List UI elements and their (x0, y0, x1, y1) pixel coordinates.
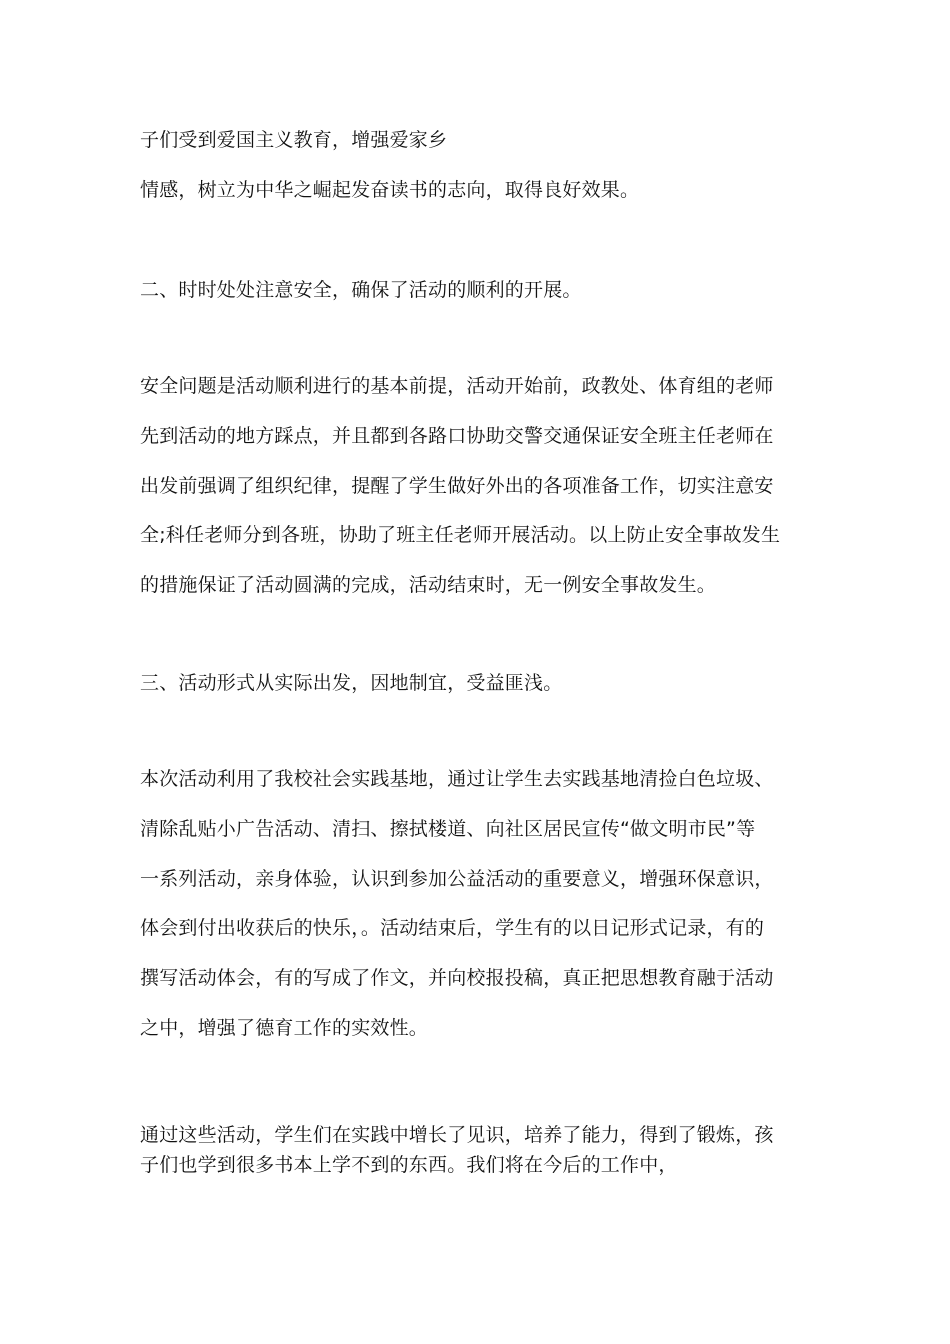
section-2-line-1: 安全问题是活动顺利进行的基本前提，活动开始前，政教处、体育组的老师 (140, 375, 774, 397)
section-2-line-5: 的措施保证了活动圆满的完成，活动结束时，无一例安全事故发生。 (140, 574, 717, 596)
section-2-line-4: 全;科任老师分到各班，协助了班主任老师开展活动。以上防止安全事故发生 (140, 524, 781, 546)
section-3-line-4: 体会到付出收获后的快乐，。活动结束后，学生有的以日记形式记录，有的 (140, 917, 765, 939)
section-3-line-5: 撰写活动体会，有的写成了作文，并向校报投稿，真正把思想教育融于活动 (140, 967, 774, 989)
section-3-line-6: 之中，增强了德育工作的实效性。 (140, 1017, 429, 1039)
section-3-line-1: 本次活动利用了我校社会实践基地，通过让学生去实践基地清捡白色垃圾、 (140, 768, 774, 790)
section-3-line-3: 一系列活动，亲身体验，认识到参加公益活动的重要意义，增强环保意识， (140, 868, 774, 890)
section-2-line-2: 先到活动的地方踩点，并且都到各路口协助交警交通保证安全班主任老师在 (140, 425, 774, 447)
section-3-heading: 三、活动形式从实际出发，因地制宜，受益匪浅。 (140, 672, 563, 694)
conclusion-line-1: 通过这些活动，学生们在实践中增长了见识，培养了能力，得到了锻炼，孩 (140, 1124, 774, 1146)
section-3-line-2: 清除乱贴小广告活动、清扫、擦拭楼道、向社区居民宣传“做文明市民”等 (140, 818, 756, 840)
section-2-heading: 二、时时处处注意安全，确保了活动的顺利的开展。 (140, 279, 582, 301)
intro-line-1: 子们受到爱国主义教育，增强爱家乡 (140, 129, 448, 151)
intro-line-2: 情感，树立为中华之崛起发奋读书的志向，取得良好效果。 (140, 179, 640, 201)
section-2-line-3: 出发前强调了组织纪律，提醒了学生做好外出的各项准备工作，切实注意安 (140, 475, 774, 497)
conclusion-line-2: 子们也学到很多书本上学不到的东西。我们将在今后的工作中， (140, 1154, 678, 1176)
